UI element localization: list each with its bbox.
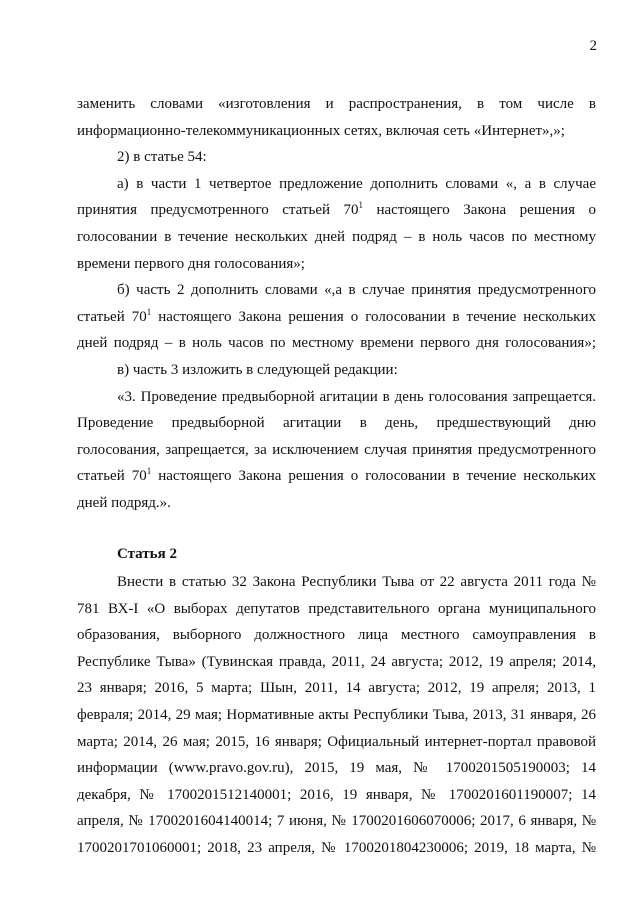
text-line: 781 ВХ-I «О выборах депутатов представительного органа муниципального [77, 600, 596, 617]
text-line: Внести в статью 32 Закона Республики Тыва от 22 августа 2011 года № [117, 574, 596, 591]
page-number: 2 [589, 38, 597, 54]
text-line: декабря, № 1700201512140001; 2016, 19 января, № 1700201601190007; 14 [77, 786, 596, 803]
text-line: 1700201701060001; 2018, 23 апреля, № 1700201804230006; 2019, 18 марта, № [77, 840, 596, 857]
text-line: времени первого дня голосования»; [77, 255, 305, 272]
document-body [77, 91, 596, 862]
article-heading: Статья 2 [117, 545, 177, 562]
text-line: Республике Тыва» (Тувинская правда, 2011, 24 августа; 2012, 19 апреля; 2014, [77, 653, 596, 670]
text-line: б) часть 2 дополнить словами «,а в случае принятия предусмотренного [117, 282, 596, 299]
text-line: «3. Проведение предвыборной агитации в день голосования запрещается. [117, 388, 596, 405]
text-line: 23 января; 2016, 5 марта; Шын, 2011, 14 августа; 2012, 19 апреля; 2013, 1 [77, 680, 596, 697]
text-line: 2) в статье 54: [117, 149, 207, 166]
text-line: заменить словами «изготовления и распространения, в том числе в [77, 96, 596, 112]
text-line: марта; 2014, 26 мая; 2015, 16 января; Официальный интернет-портал правовой [77, 733, 596, 750]
text-line: а) в части 1 четвертое предложение дополнить словами «, а в случае [117, 175, 596, 192]
text-line: информационно-телекоммуникационных сетях, включая сеть «Интернет»,»; [77, 122, 565, 139]
text-line: статьей $70^1$ настоящего Закона решения о голосовании в течение нескольких [77, 306, 596, 325]
text-line: дней подряд – в ноль часов по местному времени первого дня голосования»; [77, 335, 596, 352]
text-line: принятия предусмотренного статьей $70^1$ настоящего Закона решения о [77, 200, 596, 219]
superscript: 1 [358, 200, 363, 211]
text-line: информации (www.pravo.gov.ru), 2015, 19 мая, № 1700201505190003; 14 [77, 760, 596, 777]
text-line: апреля, № 1700201604140014; 7 июня, № 1700201606070006; 2017, 6 января, № [77, 813, 596, 830]
text-line: голосования, запрещается, за исключением случая принятия предусмотренного [77, 441, 596, 458]
superscript: 1 [146, 306, 152, 317]
text-line: Проведение предвыборной агитации в день, предшествующий дню [77, 415, 596, 432]
text-line: статьей $70^1$ настоящего Закона решения о голосовании в течение нескольких [77, 466, 596, 485]
text-line: февраля; 2014, 29 мая; Нормативные акты Республики Тыва, 2013, 31 января, 26 [77, 707, 596, 724]
text-line: в) часть 3 изложить в следующей редакции: [117, 361, 398, 378]
superscript: 1 [146, 466, 152, 477]
text-line: голосовании в течение нескольких дней подряд – в ноль часов по местному [77, 228, 596, 245]
text-line: образования, выборного должностного лица местного самоуправления в [77, 627, 596, 644]
text-line: дней подряд.». [77, 494, 171, 511]
